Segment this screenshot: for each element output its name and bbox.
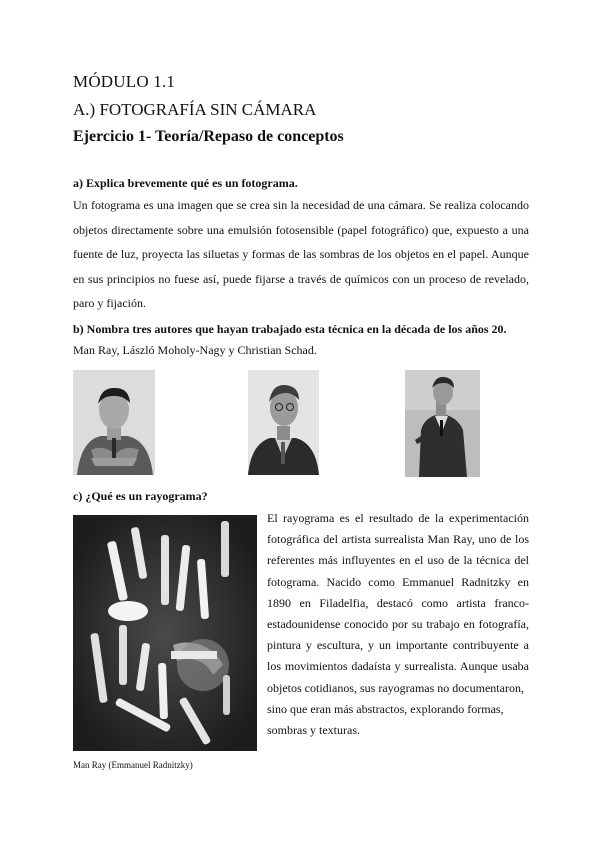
question-a-answer: Un fotograma es una imagen que se crea sin la necesidad de una cámara. Se realiza colocando objetos directamente sobre una emulsión fotosensible (papel fotográfico) que, expuesto a una fuente de luz, proyecta las siluetas y formas de las sombras de los objetos en el papel. Aunque en sus principios no fuese así, puede fijarse a través de químicos con un proceso de revelado, paro y fijación. bbox=[73, 198, 529, 311]
question-b-title: b) Nombra tres autores que hayan trabajado esta técnica en la década de los años 20. bbox=[73, 322, 507, 336]
question-b-answer: Man Ray, László Moholy-Nagy y Christian Schad. bbox=[73, 343, 317, 357]
portrait-moholy-nagy bbox=[248, 370, 319, 475]
question-c-answer-part-1: El rayograma es el resultado de la experimentación fotográfica del artista surrealista Man Ray, uno de los referentes más influyentes en el uso de la técnica del fotograma. Nacido como Emmanuel Radnitzky en 1890 en Filadelfia, destacó como artista franco-estadounidense conocido por su trabajo en fotografía, pintura y escultura, y un importante contribuyente a los movimientos dadaísta y surrealista. Aunque usaba objetos cotidianos, sus rayogramas no documentaron, bbox=[267, 511, 529, 695]
question-c-answer-part-2: sino que eran más abstractos, explorando formas, sombras y texturas. bbox=[267, 701, 504, 738]
module-title: MÓDULO 1.1 bbox=[73, 72, 176, 91]
rayograph-image bbox=[73, 515, 257, 751]
question-c-title: c) ¿Qué es un rayograma? bbox=[73, 489, 208, 503]
portrait-christian-schad bbox=[405, 370, 480, 477]
rayograph-caption: Man Ray (Emmanuel Radnitzky) bbox=[73, 760, 193, 770]
exercise-title: Ejercicio 1- Teoría/Repaso de conceptos bbox=[73, 128, 344, 145]
portrait-man-ray bbox=[73, 370, 155, 475]
question-c-answer bbox=[267, 508, 529, 741]
section-title: A.) FOTOGRAFÍA SIN CÁMARA bbox=[73, 100, 317, 119]
question-a-title: a) Explica brevemente qué es un fotograma. bbox=[73, 176, 298, 190]
